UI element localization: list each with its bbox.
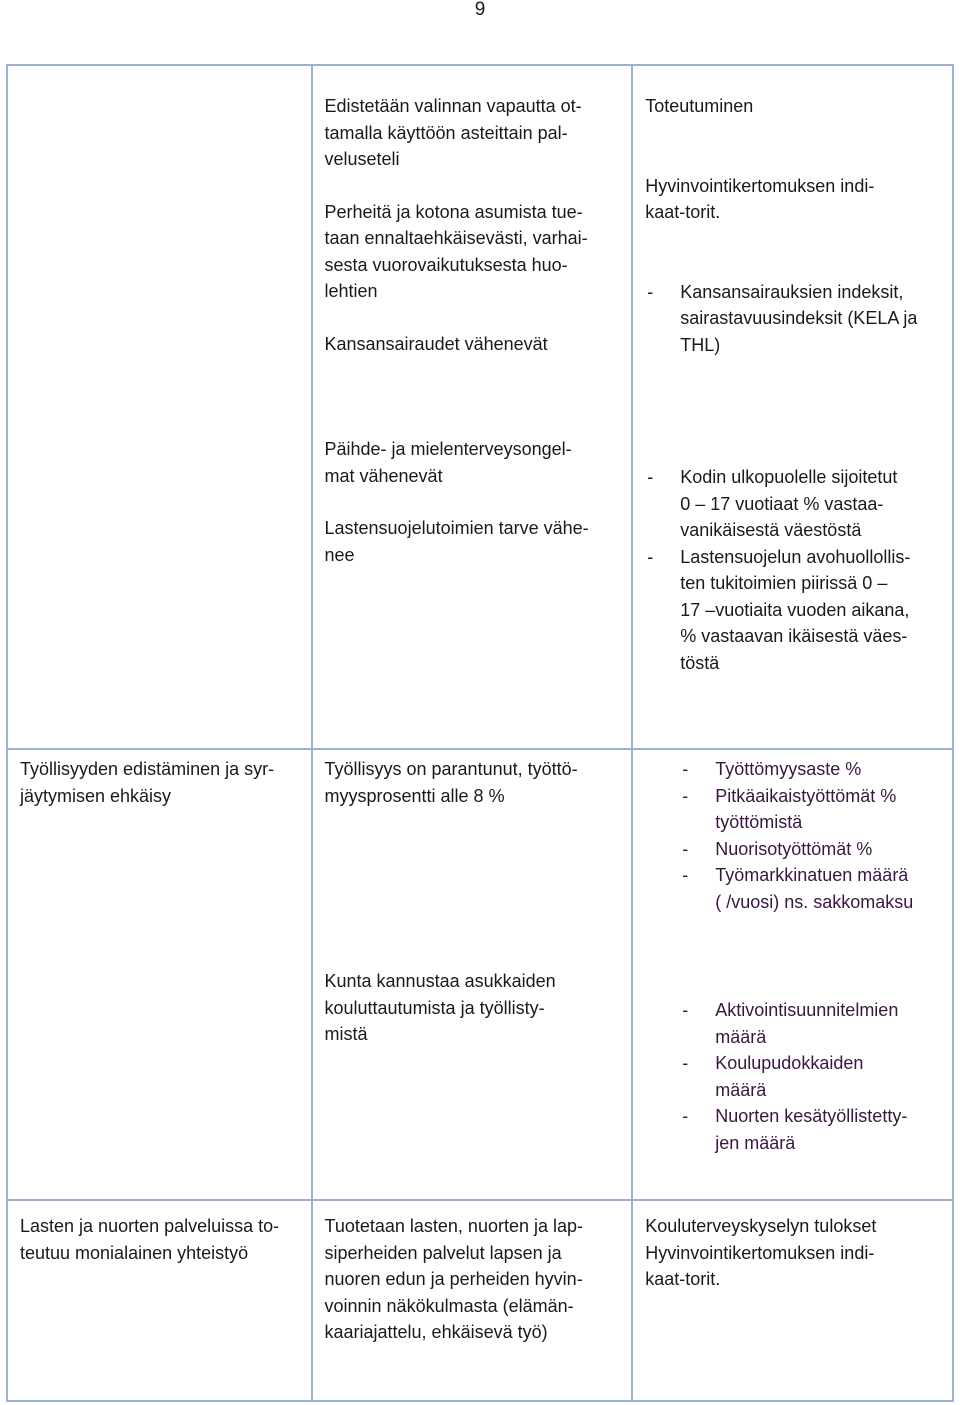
indicator-text: Kouluterveyskyselyn tulokset Hyvinvointikertomuksen indi- kaat-torit. [645, 1216, 877, 1289]
row1-col2-cell [312, 65, 633, 749]
indicator-list [645, 464, 946, 676]
table-row [7, 749, 953, 1200]
list-item: - Nuorten kesätyöllistetty- jen määrä [680, 1103, 946, 1156]
indicator-text: Hyvinvointikertomuksen indi- kaat-torit. [645, 175, 875, 222]
row2-col2-cell [312, 749, 633, 1200]
row2-col1-cell [7, 749, 312, 1200]
column-heading: Toteutuminen [645, 96, 754, 116]
goal-text: Työllisyyden edistäminen ja syr- jäytymisen ehkäisy [20, 759, 275, 806]
row3-col1-cell [7, 1200, 312, 1401]
objective-text: Työllisyys on parantunut, työttö- myysprosentti alle 8 % [324, 759, 578, 806]
list-item: - Kansansairauksien indeksit, sairastavuusindeksit (KELA ja THL) [645, 279, 946, 359]
indicator-list [645, 997, 946, 1156]
indicator-list [645, 279, 946, 359]
list-item: - Työmarkkinatuen määrä ( /vuosi) ns. sakkomaksu [680, 862, 946, 915]
table-row [7, 1200, 953, 1401]
row3-col3-cell [632, 1200, 953, 1401]
objective-text: Kansansairaudet vähenevät [324, 333, 548, 354]
objective-text: Lastensuojelutoimien tarve vähe- nee [324, 518, 589, 565]
plan-table [6, 64, 954, 1402]
objective-text: Päihde- ja mielenterveysongel- mat vähenevät [324, 439, 572, 486]
list-item: - Koulupudokkaiden määrä [680, 1050, 946, 1103]
row3-col2-cell [312, 1200, 633, 1401]
goal-text: Lasten ja nuorten palveluissa to- teutuu monialainen yhteistyö [20, 1216, 280, 1263]
page-number: 9 [474, 0, 486, 20]
objective-text: Edistetään valinnan vapautta ot- tamalla käyttöön asteittain pal- veluseteli [324, 96, 582, 169]
list-item: - Työttömyysaste % [680, 756, 946, 783]
list-item: - Aktivointisuunnitelmien määrä [680, 997, 946, 1050]
row2-col3-cell [632, 749, 953, 1200]
table-row [7, 65, 953, 749]
list-item: - Nuorisotyöttömät % [680, 836, 946, 863]
row1-col1-cell [7, 65, 312, 749]
objective-text: Perheitä ja kotona asumista tue- taan ennaltaehkäisevästi, varhai- sesta vuorovaikutuksesta huo- lehtien [324, 201, 588, 301]
indicator-list [645, 756, 946, 915]
list-item: - Lastensuojelun avohuollollis- ten tukitoimien piirissä 0 – 17 –vuotiaita vuoden aikana, % vastaavan ikäisestä väes- töstä [645, 544, 946, 677]
objective-text: Kunta kannustaa asukkaiden kouluttautumista ja työllisty- mistä [324, 971, 556, 1044]
list-item: - Kodin ulkopuolelle sijoitetut 0 – 17 vuotiaat % vastaa- vanikäisestä väestöstä [645, 464, 946, 544]
objective-text: Tuotetaan lasten, nuorten ja lap- siperheiden palvelut lapsen ja nuoren edun ja perheiden hyvin- voinnin näkökulmasta (elämän- kaariajattelu, ehkäisevä työ) [324, 1216, 584, 1342]
row1-col3-cell [632, 65, 953, 749]
list-item: - Pitkäaikaistyöttömät % työttömistä [680, 783, 946, 836]
